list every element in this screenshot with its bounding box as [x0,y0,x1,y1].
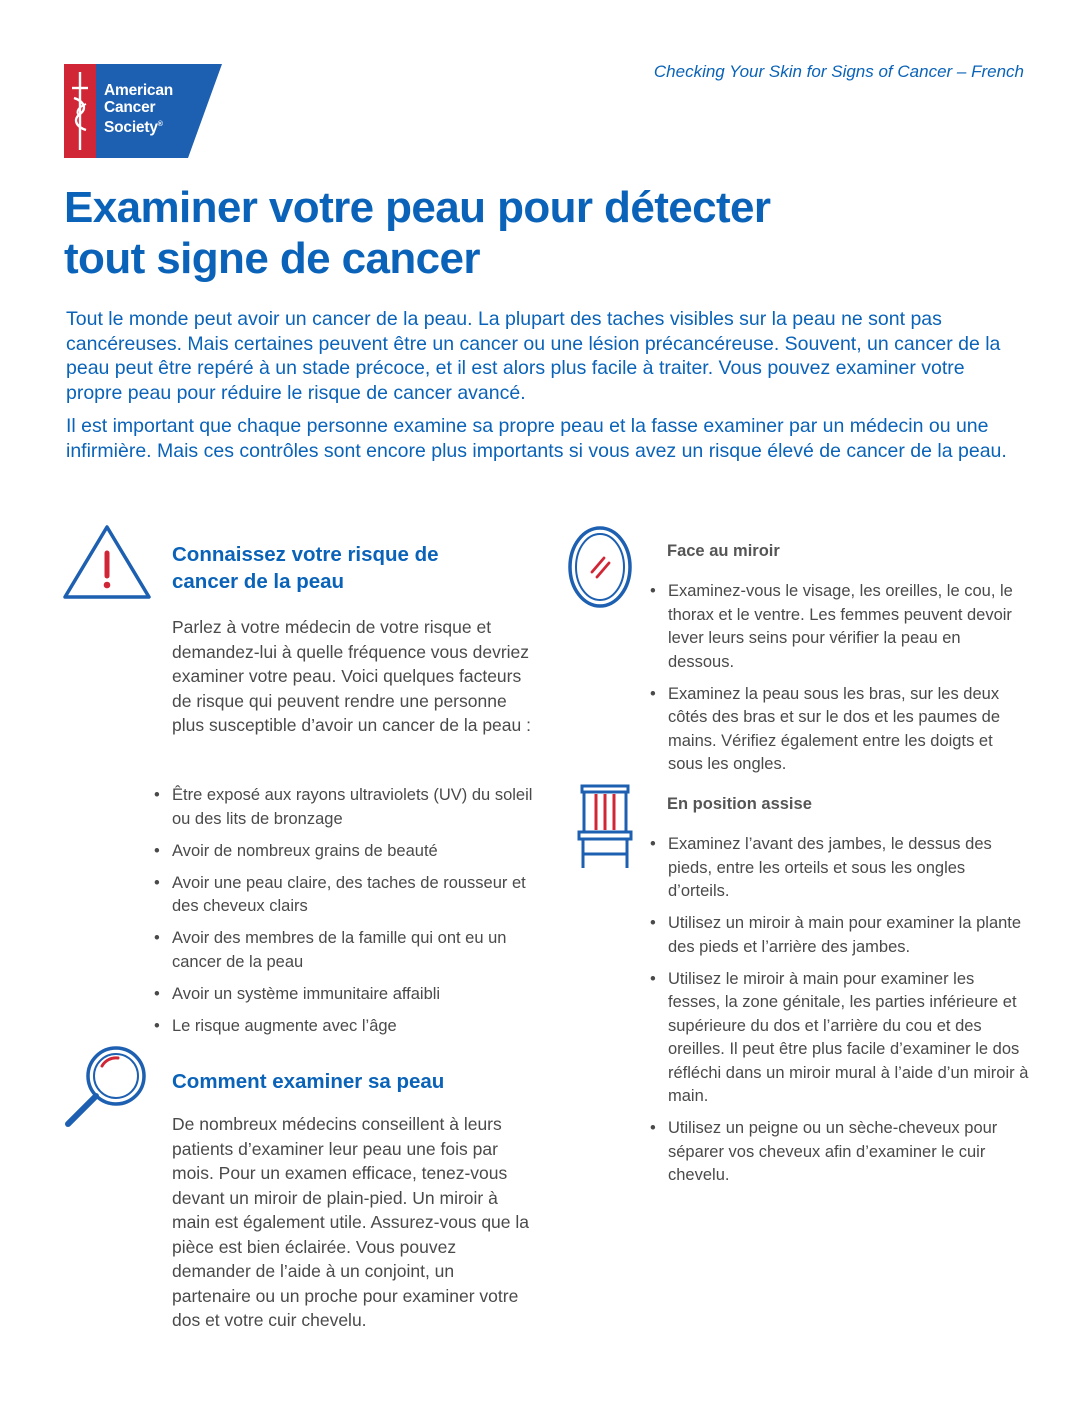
how-to-heading: Comment examiner sa peau [172,1070,445,1093]
list-item: • Avoir de nombreux grains de beauté [154,840,534,864]
seated-steps-list [650,833,1030,1196]
magnifying-glass-icon [62,1040,152,1135]
risk-body: Parlez à votre médecin de votre risque et demandez-lui à quelle fréquence vous devriez examiner votre peau. Voici quelques facteurs de risque qui peuvent rendre une personne plus susceptible d’avoir un cancer de la peau : [172,617,531,735]
intro-paragraph-2: Il est important que chaque personne examine sa propre peau et la fasse examiner par un médecin ou une infirmière. Mais ces contrôles sont encore plus importants si vous avez un risque élevé de cancer de la peau. [66,415,1007,462]
logo-line-3-text: Society [104,119,158,137]
chair-icon [576,782,634,875]
list-item: • Utilisez le miroir à main pour examiner les fesses, la zone génitale, les parties inférieure et supérieure du dos et l’arrière du cou et des oreilles. Il peut être plus facile d’examiner le dos réfléchi dans un miroir mural à l’aide d’un miroir à main. [650,968,1030,1109]
list-item: • Le risque augmente avec l’âge [154,1015,534,1039]
how-to-body: De nombreux médecins conseillent à leurs patients d’examiner leur peau une fois par mois. Pour un examen efficace, tenez-vous devant un miroir de plain-pied. Un miroir à main est également utile. Assurez-vous que la pièce est bien éclairée. Vous pouvez demander de l’aide à un conjoint, un partenaire ou un proche pour examiner votre dos et votre cuir chevelu. [172,1114,529,1330]
list-item: • Examinez la peau sous les bras, sur les deux côtés des bras et sur le dos et les paumes de mains. Vérifiez également entre les doigts et sous les ongles. [650,683,1030,777]
list-item: • Avoir une peau claire, des taches de rousseur et des cheveux clairs [154,872,534,919]
page-title-line-1: Examiner votre peau pour détecter [64,183,771,232]
list-item: • Examinez l’avant des jambes, le dessus des pieds, entre les orteils et sous les ongles d’orteils. [650,833,1030,904]
logo-line-3 [104,116,173,136]
mirror-steps-list [650,580,1030,785]
risk-heading-line-2: cancer de la peau [172,570,345,593]
list-item: • Avoir des membres de la famille qui ont eu un cancer de la peau [154,927,534,974]
risk-factor-list [154,784,534,1047]
list-item: • Avoir un système immunitaire affaibli [154,983,534,1007]
risk-heading-line-1: Connaissez votre risque de [172,543,439,566]
warning-triangle-icon [60,522,154,607]
intro-paragraph-1: Tout le monde peut avoir un cancer de la peau. La plupart des taches visibles sur la peau ne sont pas cancéreuses. Mais certaines peuvent être un cancer ou une lésion précancéreuse. Souvent, un cancer de la peau peut être repéré à un stade précoce, et il est alors plus facile à traiter. Vous pouvez examiner votre propre peau pour réduire le risque de cancer avancé. [66,308,1001,404]
american-cancer-society-logo [64,64,222,158]
intro [66,307,1026,472]
page-title [64,182,964,284]
seated-heading: En position assise [667,795,812,813]
list-item: • Utilisez un peigne ou un sèche-cheveux pour séparer vos cheveux afin d’examiner le cuir chevelu. [650,1117,1030,1188]
logo-line-2: Cancer [104,99,156,116]
logo-line-1: American [104,82,174,99]
risk-heading [172,541,439,595]
list-item: • Examinez-vous le visage, les oreilles, le cou, le thorax et le ventre. Les femmes peuvent devoir lever leurs seins pour vérifier la peau en dessous. [650,580,1030,674]
page-title-line-2: tout signe de cancer [64,234,480,283]
document-subtitle: Checking Your Skin for Signs of Cancer – French [653,62,1024,81]
mirror-icon [566,524,634,615]
mirror-heading: Face au miroir [667,542,780,560]
list-item: • Être exposé aux rayons ultraviolets (UV) du soleil ou des lits de bronzage [154,784,534,831]
list-item: • Utilisez un miroir à main pour examiner la plante des pieds et l’arrière des jambes. [650,912,1030,959]
logo-registered-mark: ® [157,121,163,128]
logo-wordmark [104,82,173,136]
